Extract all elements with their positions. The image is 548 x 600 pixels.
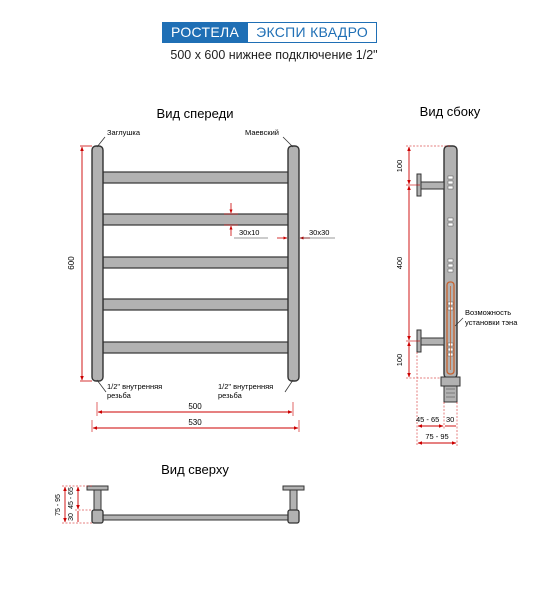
side-bracket-top <box>420 182 444 189</box>
top-dim-75-95: 75 - 95 <box>55 494 62 516</box>
front-view-title: Вид спереди <box>156 106 234 121</box>
side-view-title: Вид сбоку <box>419 104 481 119</box>
top-view-title: Вид сверху <box>161 462 229 477</box>
valve-leader <box>283 137 293 147</box>
plug-leader <box>97 137 105 147</box>
dim-500-text: 500 <box>188 402 202 411</box>
side-dim-75-95: 75 - 95 <box>425 432 449 441</box>
heater-note-line2: установки тэна <box>465 318 518 327</box>
thread-left-line2: резьба <box>107 391 131 400</box>
top-upright-left <box>92 510 103 523</box>
side-view <box>417 146 460 402</box>
side-dim-top: 100 <box>395 159 404 173</box>
top-upright-right <box>288 510 299 523</box>
side-dim-30: 30 <box>446 415 455 424</box>
plug-label: Заглушка <box>107 128 141 137</box>
top-dimensions <box>55 486 92 523</box>
rung-3 <box>103 257 289 268</box>
dimension-500 <box>97 402 293 416</box>
top-bracket-left-stem <box>94 490 101 510</box>
dimension-530 <box>92 418 299 432</box>
right-upright <box>288 146 299 381</box>
dim-rung-text: 30x10 <box>239 228 260 237</box>
dimension-height <box>67 146 92 381</box>
dim-upright-text: 30x30 <box>309 228 330 237</box>
top-bracket-right-stem <box>290 490 297 510</box>
top-dim-45-65: 45 - 65 <box>68 487 75 509</box>
top-bracket-right-plate <box>283 486 304 490</box>
side-connection <box>441 377 460 386</box>
thread-left-leader <box>97 380 106 392</box>
side-dim-bottom: 100 <box>395 353 404 367</box>
valve-label: Маевский <box>245 128 279 137</box>
rung-2 <box>103 214 289 225</box>
side-dim-mid: 400 <box>395 256 404 270</box>
top-bracket-left-plate <box>87 486 108 490</box>
rung-5 <box>103 342 289 353</box>
heater-note-line1: Возможность <box>465 308 512 317</box>
side-bracket-bottom <box>420 338 444 345</box>
subtitle: 500 x 600 нижнее подключение 1/2" <box>170 48 378 62</box>
model-name: ЭКСПИ КВАДРО <box>247 23 376 42</box>
side-dim-45-65: 45 - 65 <box>416 415 440 424</box>
thread-right-leader <box>285 380 293 392</box>
thread-left-line1: 1/2" внутренняя <box>107 382 163 391</box>
rung-4 <box>103 299 289 310</box>
top-view <box>87 486 304 523</box>
top-dim-30: 30 <box>68 513 75 521</box>
thread-right-line1: 1/2" внутренняя <box>218 382 274 391</box>
left-upright <box>92 146 103 381</box>
dim-height-text: 600 <box>67 256 76 270</box>
brand-name: РОСТЕЛА <box>163 23 247 42</box>
dim-530-text: 530 <box>188 418 202 427</box>
dimension-upright <box>277 228 335 238</box>
front-view <box>92 146 299 381</box>
thread-right-line2: резьба <box>218 391 242 400</box>
rung-1 <box>103 172 289 183</box>
top-rung <box>101 515 290 520</box>
